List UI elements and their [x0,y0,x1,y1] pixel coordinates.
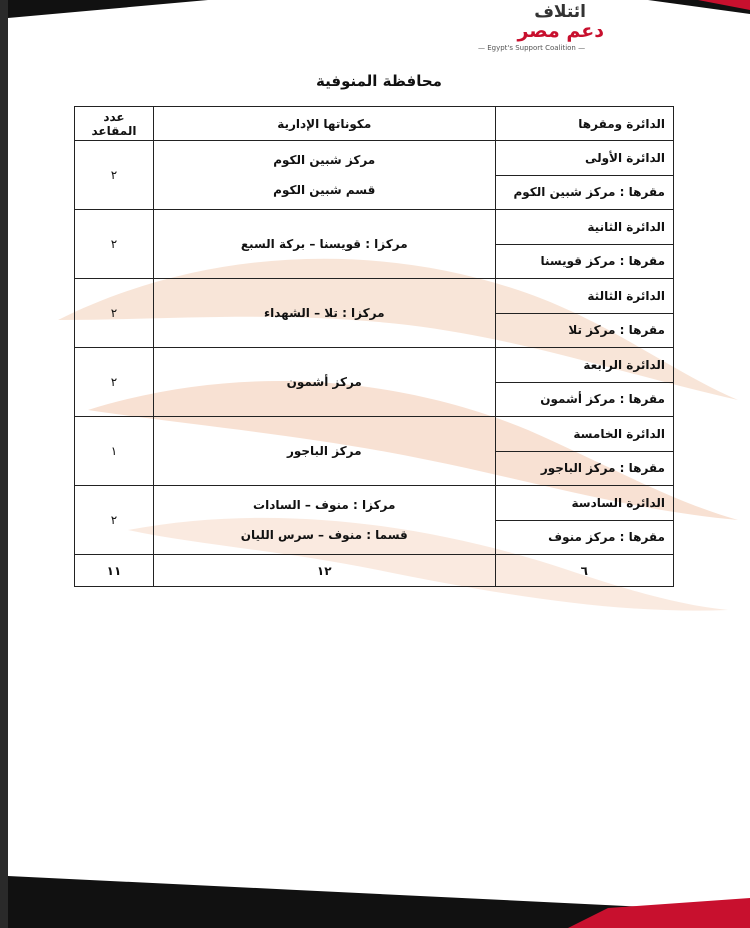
table-header-row [75,107,674,141]
district-components [153,210,495,279]
component-line: قسم شبين الكوم [273,183,376,197]
district-hq: مقرها : مركز منوف [495,520,673,555]
district-name: الدائرة الثالثة [495,279,673,314]
district-hq: مقرها : مركز تلا [495,313,673,348]
district-components [153,486,495,555]
table-row [75,486,674,521]
district-seats: ٢ [75,210,154,279]
document-page [8,0,750,928]
district-seats: ٢ [75,141,154,210]
bottom-decorative-band [8,868,750,928]
top-decorative-band [8,0,750,30]
districts-table [74,106,674,587]
table-row [75,210,674,245]
header-seats: عدد المقاعد [75,107,154,141]
district-components [153,417,495,486]
component-line: مركز الباجور [286,444,362,458]
district-seats: ١ [75,417,154,486]
district-hq: مقرها : مركز شبين الكوم [495,175,673,210]
district-components [153,279,495,348]
table-row [75,348,674,383]
header-components: مكوناتها الإدارية [153,107,495,141]
logo-text-top: ائتلاف [534,2,586,22]
district-components [153,141,495,210]
total-components: ١٢ [153,555,495,587]
table-row [75,417,674,452]
logo-text-main: دعم مصر [517,20,604,42]
district-seats: ٢ [75,486,154,555]
component-line: مركز أشمون [286,375,362,389]
page-title: محافظة المنوفية [316,72,442,90]
district-name: الدائرة الخامسة [495,417,673,452]
totals-row [75,555,674,587]
district-seats: ٢ [75,348,154,417]
district-name: الدائرة الثانية [495,210,673,245]
component-line: مركز شبين الكوم [273,153,376,167]
district-components [153,348,495,417]
header-district: الدائرة ومقرها [495,107,673,141]
total-districts: ٦ [495,555,673,587]
district-name: الدائرة الرابعة [495,348,673,383]
component-line: مركزا : تلا – الشهداء [263,306,385,320]
component-line: مركزا : منوف – السادات [253,498,396,512]
table-row [75,141,674,176]
district-seats: ٢ [75,279,154,348]
district-name: الدائرة السادسة [495,486,673,521]
component-line: قسما : منوف – سرس الليان [240,528,408,542]
logo-text-english: — Egypt's Support Coalition — [478,44,586,52]
table-row [75,279,674,314]
total-seats: ١١ [75,555,154,587]
district-name: الدائرة الأولى [495,141,673,176]
district-hq: مقرها : مركز أشمون [495,382,673,417]
component-line: مركزا : قويسنا – بركة السبع [240,237,408,251]
district-hq: مقرها : مركز الباجور [495,451,673,486]
coalition-logo [478,0,618,60]
district-hq: مقرها : مركز قويسنا [495,244,673,279]
